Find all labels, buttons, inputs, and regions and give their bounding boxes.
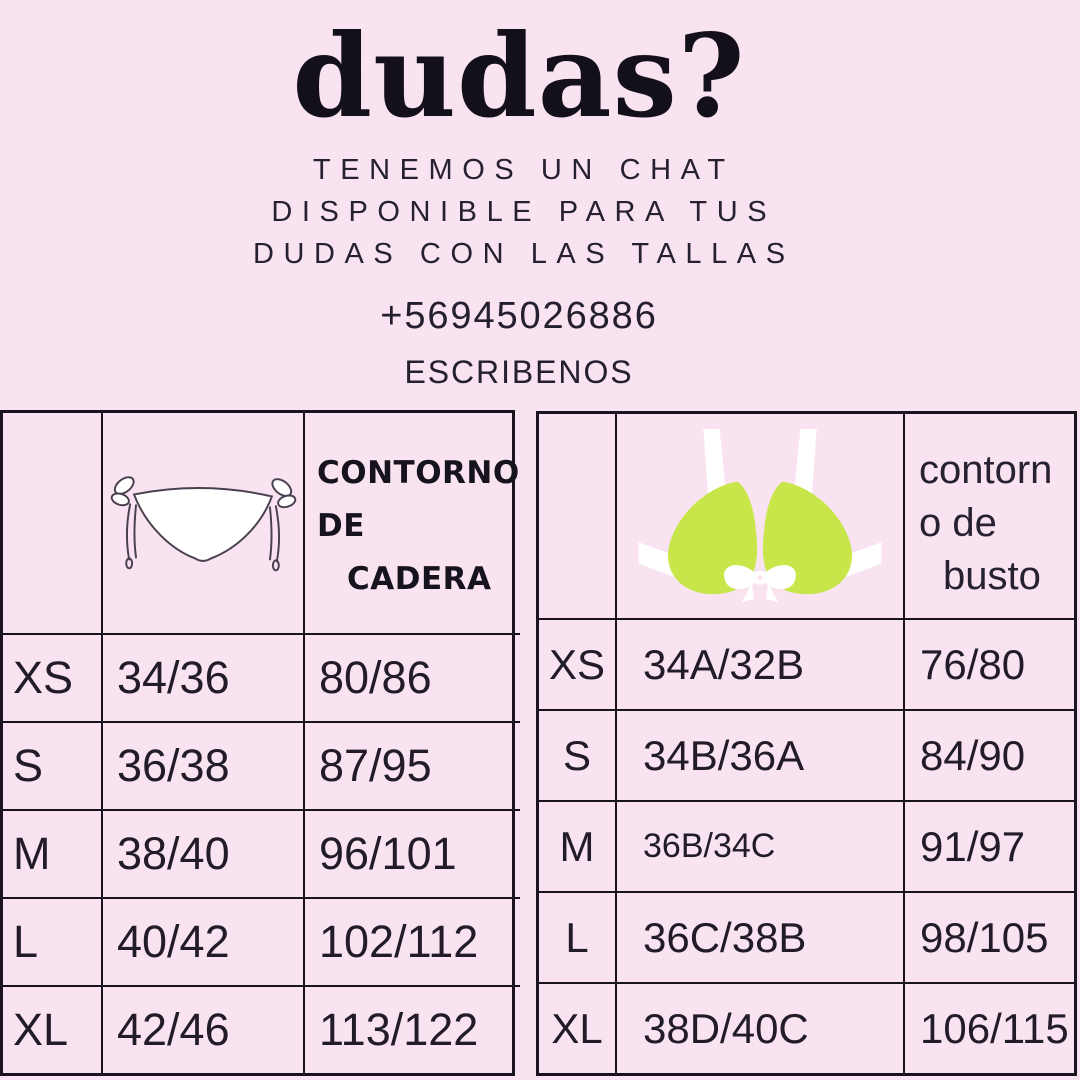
- size-value-cell: 38/40: [101, 809, 303, 897]
- size-label-cell: M: [3, 809, 101, 897]
- size-label-cell: L: [3, 897, 101, 985]
- size-value-cell: 34B/36A: [615, 709, 903, 800]
- header-line: CONTORNO: [317, 455, 520, 491]
- bottoms-icon-cell: [101, 413, 303, 633]
- size-label-cell: S: [539, 709, 615, 800]
- size-value-cell: 36B/34C: [615, 800, 903, 891]
- size-label-cell: XL: [3, 985, 101, 1073]
- header-line: contorn: [919, 448, 1053, 492]
- bust-contour-header: [903, 414, 1074, 618]
- size-label-cell: XS: [539, 618, 615, 709]
- header: [0, 0, 1038, 405]
- size-label-cell: XL: [539, 982, 615, 1073]
- chat-info-line: TENEMOS UN CHAT: [312, 154, 735, 186]
- page-title: dudas?: [292, 9, 746, 143]
- header-line: DE: [317, 508, 365, 544]
- bra-icon-cell: [615, 414, 903, 618]
- contour-value-cell: 96/101: [303, 809, 520, 897]
- size-value-cell: 34/36: [101, 633, 303, 721]
- header-line: CADERA: [347, 561, 492, 597]
- chat-info-text: [0, 149, 1038, 275]
- chat-info-line: DUDAS CON LAS TALLAS: [252, 238, 795, 270]
- size-value-cell: 42/46: [101, 985, 303, 1073]
- bikini-bottom-icon: [107, 459, 299, 587]
- size-value-cell: 40/42: [101, 897, 303, 985]
- size-label-cell: M: [539, 800, 615, 891]
- chat-info-line: DISPONIBLE PARA TUS: [271, 196, 777, 228]
- size-value-cell: 38D/40C: [615, 982, 903, 1073]
- size-label-cell: L: [539, 891, 615, 982]
- contour-value-cell: 80/86: [303, 633, 520, 721]
- header-line: o de: [919, 501, 997, 545]
- contour-value-cell: 98/105: [903, 891, 1074, 982]
- size-label-cell: XS: [3, 633, 101, 721]
- phone-number: +56945026886: [380, 295, 658, 337]
- contour-value-cell: 102/112: [303, 897, 520, 985]
- empty-header-cell: [539, 414, 615, 618]
- size-value-cell: 36/38: [101, 721, 303, 809]
- bra-icon: [638, 429, 882, 603]
- contour-value-cell: 84/90: [903, 709, 1074, 800]
- size-label-cell: S: [3, 721, 101, 809]
- contour-value-cell: 106/115: [903, 982, 1074, 1073]
- bottoms-size-table: [0, 410, 520, 1076]
- hip-contour-header: [303, 413, 520, 633]
- size-value-cell: 36C/38B: [615, 891, 903, 982]
- empty-header-cell: [3, 413, 101, 633]
- bras-size-table: [536, 411, 1077, 1076]
- write-us-label: ESCRIBENOS: [404, 354, 634, 390]
- contour-value-cell: 87/95: [303, 721, 520, 809]
- size-value-cell: 34A/32B: [615, 618, 903, 709]
- contour-value-cell: 76/80: [903, 618, 1074, 709]
- contour-value-cell: 113/122: [303, 985, 520, 1073]
- header-line: busto: [943, 554, 1041, 598]
- contour-value-cell: 91/97: [903, 800, 1074, 891]
